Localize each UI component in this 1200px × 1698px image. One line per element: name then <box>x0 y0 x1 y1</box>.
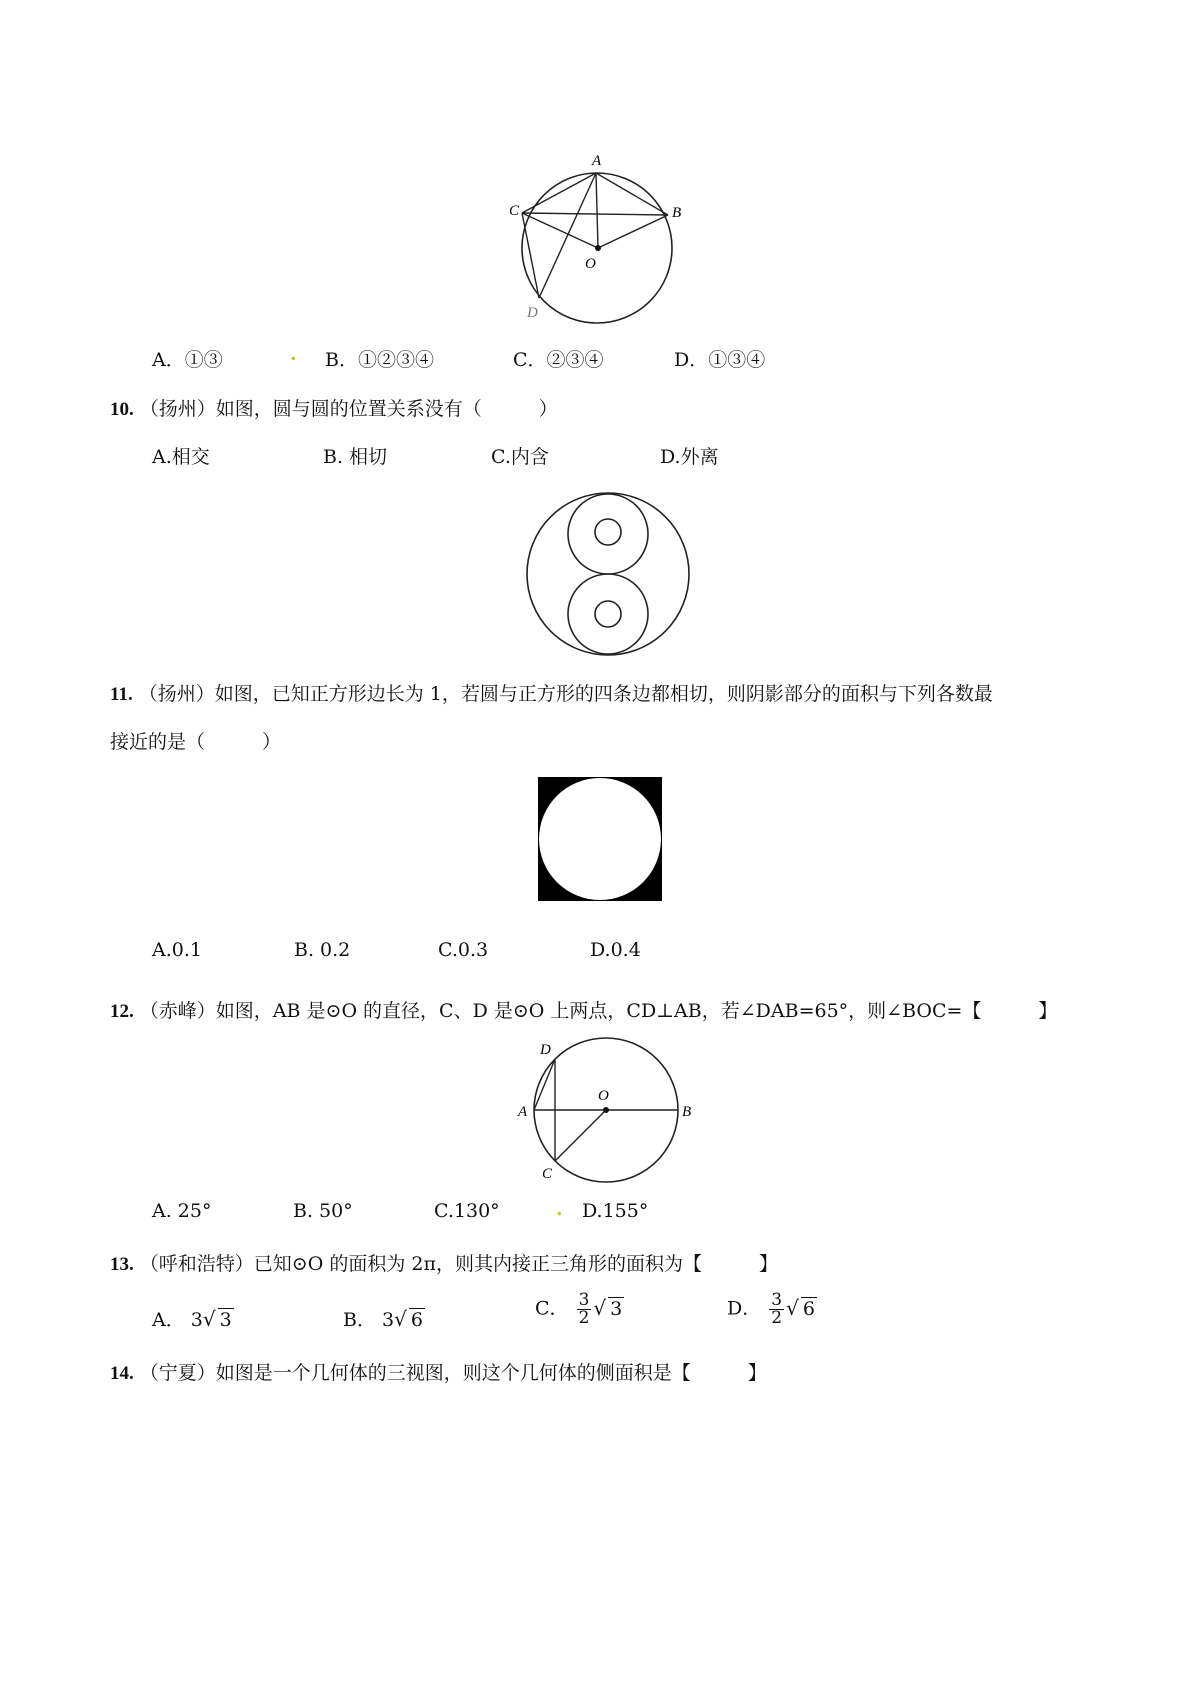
q12-label-d: D <box>540 1042 551 1058</box>
q12-figure <box>510 1030 710 1190</box>
q11-option-c: C.0.3 <box>438 939 489 961</box>
q11-number: 11. <box>110 684 133 705</box>
q11-option-b: B. 0.2 <box>294 939 351 961</box>
q10-circles-diagram <box>520 492 696 656</box>
q13-text: （呼和浩特）已知⊙O 的面积为 2π，则其内接正三角形的面积为【 】 <box>139 1253 778 1275</box>
q12-text: （赤峰）如图，AB 是⊙O 的直径，C、D 是⊙O 上两点，CD⊥AB，若∠DAB=65°，则∠BOC=【 】 <box>139 1000 1058 1022</box>
q11-stem-line2: 接近的是（ ） <box>110 731 282 753</box>
q9-circle-diagram <box>505 148 705 328</box>
q12-option-d: D.155° <box>582 1200 649 1222</box>
q10-option-c: C.内含 <box>491 446 549 468</box>
q14-stem <box>110 1358 767 1385</box>
q13-stem <box>110 1249 778 1276</box>
q13-option-b: B． 3√ 6 <box>343 1307 423 1331</box>
q9-label-b: B <box>672 205 682 221</box>
q10-number: 10. <box>110 399 134 420</box>
q12-label-b: B <box>682 1104 692 1120</box>
q13-number: 13. <box>110 1254 134 1275</box>
q12-mark: . <box>556 1198 563 1220</box>
q11-option-d: D.0.4 <box>590 939 641 961</box>
q12-number: 12. <box>110 1001 134 1022</box>
q12-circle-diagram <box>510 1030 710 1190</box>
q13-option-a: A． 3√ 3 <box>152 1307 232 1331</box>
q9-label-o: O <box>585 256 596 272</box>
q11-option-a: A.0.1 <box>152 939 202 961</box>
q9-option-c: C．②③④ <box>513 349 604 371</box>
q12-label-a: A <box>518 1104 528 1120</box>
q11-figure <box>538 777 662 901</box>
q9-label-a: A <box>592 153 602 169</box>
q14-number: 14. <box>110 1363 134 1384</box>
q12-label-o: O <box>598 1088 609 1104</box>
q9-option-a: A．①③ <box>152 349 223 371</box>
q9-figure <box>505 148 705 328</box>
q13-option-d: D． $\frac{3}{2}$ √ 6 <box>727 1290 815 1328</box>
q13-option-c: C． $\frac{3}{2}$ √ 3 <box>535 1290 623 1328</box>
q10-option-a: A.相交 <box>152 446 210 468</box>
q12-option-c: C.130° <box>434 1200 500 1222</box>
q11-stem-line1 <box>110 679 993 706</box>
q11-square-circle-diagram <box>538 777 662 901</box>
q12-option-a: A. 25° <box>152 1200 212 1222</box>
q12-option-b: B. 50° <box>293 1200 353 1222</box>
q12-stem <box>110 996 1057 1023</box>
q9-option-d: D．①③④ <box>674 349 766 371</box>
q9-label-c: C <box>509 203 520 219</box>
q14-text: （宁夏）如图是一个几何体的三视图，则这个几何体的侧面积是【 】 <box>139 1362 767 1384</box>
q9-option-b: B．①②③④ <box>325 349 434 371</box>
q9-label-d: D <box>527 305 538 321</box>
q10-figure <box>520 492 696 656</box>
q12-label-c: C <box>542 1166 553 1182</box>
q10-option-b: B. 相切 <box>323 446 388 468</box>
q9-mark: . <box>290 343 297 365</box>
q10-text: （扬州）如图，圆与圆的位置关系没有（ ） <box>139 398 558 420</box>
q10-stem <box>110 394 558 421</box>
q10-option-d: D.外离 <box>660 446 719 468</box>
q11-text-line1: （扬州）如图，已知正方形边长为 1，若圆与正方形的四条边都相切，则阴影部分的面积与下列各数最 <box>138 683 993 705</box>
